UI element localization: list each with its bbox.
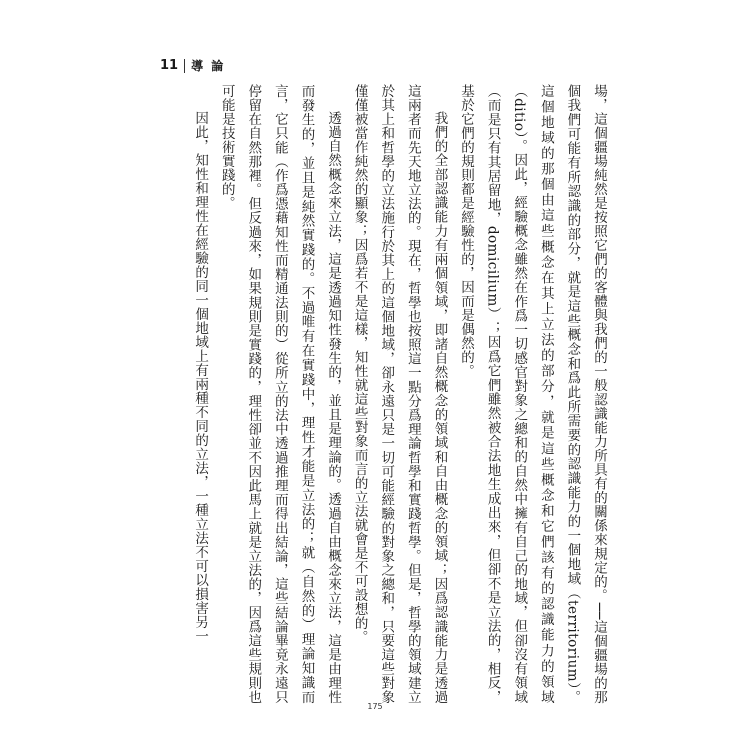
page-number: 175 (367, 702, 383, 711)
paragraph: 因此，知性和理性在經驗的同一個地域上有兩種不同的立法，一種立法不可以損害另一 (192, 111, 209, 643)
paragraph: 場，這個疆場純然是按照它們的客體與我們的一般認識能力所具有的關係來規定的。──這個疆場的那個我們可能有所認識的部分，就是這些概念和爲此所需要的認識能力的一個地域（territorium）。這個地域的那個由這些概念在其上立法的部分，就是這些概念和它們該有的認識能力的領域（ditio）。因此，經驗概念雖然在作爲一切感官對象之總和的自然中擁有自己的地域，但卻沒有領域（而是只有其居留地，domicilium）；因爲它們雖然被合法地生成出來，但卻不是立法的，相反，基於它們的規則都是經驗性的，因而是偶然的。 (458, 84, 607, 704)
chapter-title: 導 論 (191, 59, 226, 73)
chapter-number: 11 (160, 58, 179, 73)
running-header (160, 57, 225, 74)
paragraph: 我們的全部認識能力有兩個領域，即諸自然概念的領域和自由概念的領域；因爲認識能力是透過這兩者而先天地立法的。現在，哲學也按照這一點分爲理論哲學和實踐哲學。但是，哲學的領域建立於其上和哲學的立法施行於其上的這個地域，卻永遠只是一切可能經驗的對象之總和，只要這些對象僅僅被當作純然的顯象；因爲若不是這樣，知性就這些對象而言的立法就會是不可設想的。 (351, 84, 448, 704)
paragraph: 透過自然概念來立法，這是透過知性發生的，並且是理論的。透過自由概念來立法，這是由理性而發生的，並且是純然實踐的。不過唯有在實踐中，理性才能是立法的；就（自然的）理論知識而言，它只能（作爲憑藉知性而精通法則的）從所立的法中透過推理而得出結論，這些結論畢竟永遠只停留在自然那裡。但反過來，如果規則是實踐的，理性卻並不因此馬上就是立法的，因爲這些規則也可能是技術實踐的。 (218, 84, 342, 704)
header-divider (184, 59, 185, 73)
body-text (178, 84, 612, 704)
